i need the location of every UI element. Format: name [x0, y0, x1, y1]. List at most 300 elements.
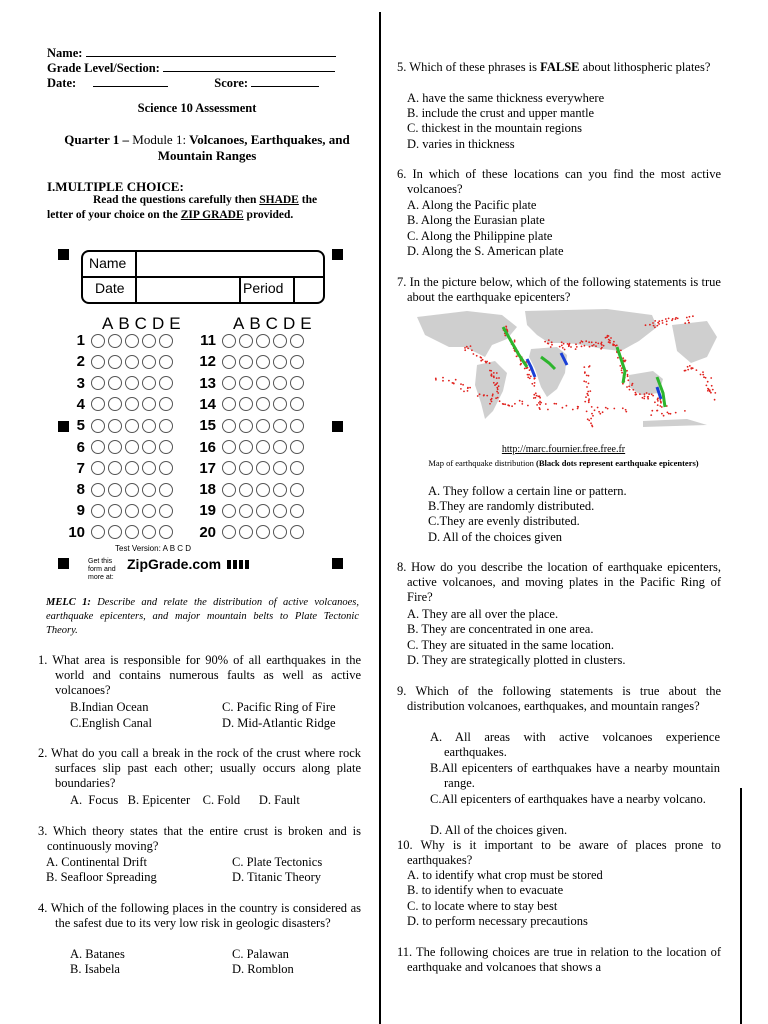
- epicenter-dot: [505, 326, 507, 328]
- answer-bubble[interactable]: [290, 504, 304, 518]
- section-heading: I.MULTIPLE CHOICE:: [47, 179, 184, 194]
- answer-row: [196, 458, 304, 479]
- zipgrade-getform: Get this form and more at:: [88, 558, 116, 581]
- epicenter-dot: [575, 348, 577, 350]
- epicenter-dot: [707, 381, 709, 383]
- answer-bubble[interactable]: [91, 504, 105, 518]
- epicenter-dot: [470, 345, 472, 347]
- answer-bubble[interactable]: [91, 483, 105, 497]
- epicenter-dot: [602, 411, 604, 413]
- q6-option-b: B. Along the Eurasian plate: [407, 213, 545, 227]
- q7-option-a: A. They follow a certain line or pattern.: [428, 484, 627, 498]
- answer-bubble[interactable]: [125, 483, 139, 497]
- epicenter-dot: [533, 385, 535, 387]
- epicenter-dot: [668, 413, 670, 415]
- epicenter-dot: [529, 377, 531, 379]
- q6-option-c: C. Along the Philippine plate: [407, 229, 553, 243]
- epicenter-dot: [607, 408, 609, 410]
- epicenter-dot: [524, 368, 526, 370]
- answer-bubble[interactable]: [239, 397, 253, 411]
- epicenter-dot: [504, 403, 506, 405]
- epicenter-dot: [627, 375, 629, 377]
- answer-bubble[interactable]: [125, 355, 139, 369]
- epicenter-dot: [586, 411, 588, 413]
- answer-bubble[interactable]: [108, 440, 122, 454]
- answer-bubble[interactable]: [142, 525, 156, 539]
- answer-bubble[interactable]: [142, 483, 156, 497]
- epicenter-dot: [627, 379, 629, 381]
- answer-bubble[interactable]: [125, 504, 139, 518]
- answer-bubble[interactable]: [159, 419, 173, 433]
- answer-bubble[interactable]: [273, 355, 287, 369]
- epicenter-dot: [591, 413, 593, 415]
- epicenter-dot: [600, 343, 602, 345]
- answer-bubble[interactable]: [222, 525, 236, 539]
- epicenter-dot: [687, 369, 689, 371]
- zipgrade-name-box: [81, 250, 325, 304]
- answer-row: [65, 373, 173, 394]
- answer-bubble[interactable]: [290, 376, 304, 390]
- q3-option-d: D. Titanic Theory: [232, 870, 322, 884]
- answer-bubble[interactable]: [159, 397, 173, 411]
- answer-bubble[interactable]: [239, 355, 253, 369]
- epicenter-dot: [632, 389, 634, 391]
- answer-bubble[interactable]: [91, 419, 105, 433]
- answer-bubble[interactable]: [290, 334, 304, 348]
- epicenter-dot: [661, 406, 663, 408]
- epicenter-dot: [714, 399, 716, 401]
- epicenter-dot: [610, 337, 612, 339]
- question-8-stem: 8. How do you describe the location of earthquake epicenters, active volcanoes, and moving plates in the Pacific Ring of Fire?: [397, 560, 721, 604]
- answer-bubble[interactable]: [290, 525, 304, 539]
- epicenter-dot: [590, 422, 592, 424]
- answer-bubble[interactable]: [273, 440, 287, 454]
- epicenter-dot: [564, 349, 566, 351]
- epicenter-dot: [652, 322, 654, 324]
- epicenter-dot: [688, 322, 690, 324]
- answer-bubble[interactable]: [256, 334, 270, 348]
- epicenter-dot: [635, 394, 637, 396]
- answer-bubble[interactable]: [91, 461, 105, 475]
- answer-bubble[interactable]: [239, 334, 253, 348]
- module-line-2: Mountain Ranges: [157, 148, 257, 163]
- epicenter-dot: [491, 401, 493, 403]
- epicenter-dot: [538, 407, 540, 409]
- epicenter-dot: [476, 355, 478, 357]
- answer-bubble[interactable]: [142, 334, 156, 348]
- epicenter-dot: [643, 398, 645, 400]
- epicenter-dot: [489, 403, 491, 405]
- epicenter-dot: [587, 418, 589, 420]
- answer-bubble[interactable]: [142, 419, 156, 433]
- epicenter-dot: [605, 407, 607, 409]
- answer-bubble[interactable]: [239, 440, 253, 454]
- epicenter-dot: [654, 320, 656, 322]
- answer-bubble[interactable]: [239, 376, 253, 390]
- epicenter-dot: [588, 375, 590, 377]
- answer-bubble[interactable]: [125, 419, 139, 433]
- answer-row: [65, 500, 173, 521]
- answer-bubble[interactable]: [159, 376, 173, 390]
- answer-bubble[interactable]: [91, 440, 105, 454]
- answer-bubble[interactable]: [91, 376, 105, 390]
- epicenter-dot: [668, 318, 670, 320]
- q1-option-c: C. Pacific Ring of Fire: [222, 700, 336, 714]
- epicenter-dot: [469, 387, 471, 389]
- epicenter-dot: [593, 344, 595, 346]
- answer-bubble[interactable]: [239, 525, 253, 539]
- zipgrade-name-label: Name: [89, 255, 127, 271]
- epicenter-dot: [579, 342, 581, 344]
- epicenter-dot: [581, 340, 583, 342]
- epicenter-dot: [628, 386, 630, 388]
- epicenter-dot: [712, 389, 714, 391]
- answer-number: 15: [199, 417, 216, 435]
- q5-option-a: A. have the same thickness everywhere: [407, 91, 605, 105]
- epicenter-dot: [536, 404, 538, 406]
- answer-number: 16: [199, 438, 216, 456]
- answer-bubble[interactable]: [290, 355, 304, 369]
- epicenter-dot: [486, 361, 488, 363]
- epicenter-dot: [492, 393, 494, 395]
- epicenter-dot: [514, 341, 516, 343]
- epicenter-dot: [435, 378, 437, 380]
- answer-bubble[interactable]: [222, 419, 236, 433]
- answer-number: 1: [76, 332, 85, 349]
- answer-number: 12: [199, 353, 216, 371]
- answer-bubble[interactable]: [159, 504, 173, 518]
- answer-row: [196, 479, 304, 500]
- epicenter-dot: [570, 346, 572, 348]
- epicenter-dot: [677, 318, 679, 320]
- answer-bubble[interactable]: [273, 483, 287, 497]
- answer-bubble[interactable]: [108, 483, 122, 497]
- epicenter-dot: [544, 341, 546, 343]
- epicenter-dot: [499, 400, 501, 402]
- epicenter-dot: [662, 322, 664, 324]
- answer-bubble[interactable]: [239, 504, 253, 518]
- answer-bubble[interactable]: [142, 376, 156, 390]
- answer-bubble[interactable]: [125, 461, 139, 475]
- melc-statement: MELC 1: Describe and relate the distribution of active volcanoes, earthquake epicenters, and major mountain belts to Plate Tectonic Theory.: [46, 597, 359, 636]
- answer-number: 13: [199, 374, 216, 392]
- answer-bubble[interactable]: [256, 461, 270, 475]
- epicenter-dot: [670, 413, 672, 415]
- question-2-stem: 2. What do you call a break in the rock of the crust where rock surfaces slip past each other; usually occurs along plate boundaries?: [38, 746, 361, 790]
- epicenter-dot: [533, 394, 535, 396]
- epicenter-dot: [527, 374, 529, 376]
- epicenter-dot: [657, 400, 659, 402]
- answer-bubble[interactable]: [159, 440, 173, 454]
- question-7-stem: 7. In the picture below, which of the following statements is true about the earthquake epicenters?: [397, 275, 721, 304]
- answer-bubble[interactable]: [222, 483, 236, 497]
- column-divider: [379, 12, 381, 1024]
- zipgrade-checker-mark: [227, 560, 249, 569]
- epicenter-dot: [666, 324, 668, 326]
- epicenter-dot: [588, 401, 590, 403]
- epicenter-dot: [675, 412, 677, 414]
- answer-bubble[interactable]: [222, 440, 236, 454]
- question-4-stem: 4. Which of the following places in the country is considered as the safest due to its very low risk in geologic disasters?: [38, 901, 361, 930]
- epicenter-dot: [493, 382, 495, 384]
- answer-bubble[interactable]: [108, 461, 122, 475]
- epicenter-dot: [486, 395, 488, 397]
- epicenter-dot: [591, 345, 593, 347]
- epicenter-dot: [617, 357, 619, 359]
- epicenter-dot: [631, 384, 633, 386]
- epicenter-dot: [706, 385, 708, 387]
- epicenter-dot: [473, 353, 475, 355]
- answer-bubble[interactable]: [222, 355, 236, 369]
- q7-option-d: D. All of the choices given: [428, 530, 562, 544]
- epicenter-dot: [581, 346, 583, 348]
- epicenter-dot: [588, 400, 590, 402]
- answer-bubble[interactable]: [222, 376, 236, 390]
- answer-bubble[interactable]: [125, 397, 139, 411]
- epicenter-dot: [490, 370, 492, 372]
- epicenter-dot: [645, 324, 647, 326]
- answer-bubble[interactable]: [125, 334, 139, 348]
- answer-bubble[interactable]: [142, 504, 156, 518]
- epicenter-dot: [535, 392, 537, 394]
- answer-row: [196, 373, 304, 394]
- epicenter-dot: [442, 380, 444, 382]
- answer-bubble[interactable]: [256, 355, 270, 369]
- answer-bubble[interactable]: [290, 440, 304, 454]
- answer-bubble[interactable]: [159, 461, 173, 475]
- answer-bubble[interactable]: [273, 397, 287, 411]
- question-9-stem: 9. Which of the following statements is true about the distribution volcanoes, earthquakes, and mountain ranges?: [397, 684, 721, 713]
- epicenter-dot: [598, 411, 600, 413]
- epicenter-dot: [652, 395, 654, 397]
- answer-row: [196, 415, 304, 436]
- q3-option-c: C. Plate Tectonics: [232, 855, 323, 869]
- answer-bubble[interactable]: [142, 397, 156, 411]
- answer-bubble[interactable]: [256, 483, 270, 497]
- q1-option-d: D. Mid-Atlantic Ridge: [222, 716, 336, 730]
- epicenter-dot: [702, 374, 704, 376]
- epicenter-dot: [551, 344, 553, 346]
- answer-bubble[interactable]: [91, 525, 105, 539]
- answer-bubble[interactable]: [273, 504, 287, 518]
- epicenter-dot: [577, 408, 579, 410]
- epicenter-dot: [588, 366, 590, 368]
- epicenter-dot: [639, 393, 641, 395]
- answer-bubble[interactable]: [159, 355, 173, 369]
- epicenter-dot: [539, 404, 541, 406]
- epicenter-dot: [548, 343, 550, 345]
- answer-bubble[interactable]: [91, 397, 105, 411]
- answer-bubble[interactable]: [159, 525, 173, 539]
- date-line: Date: Score:: [47, 75, 319, 91]
- epicenter-dot: [635, 392, 637, 394]
- answer-bubble[interactable]: [222, 397, 236, 411]
- answer-bubble[interactable]: [256, 525, 270, 539]
- test-version: Test Version: A B C D: [115, 544, 192, 553]
- answer-bubble[interactable]: [222, 334, 236, 348]
- epicenter-dot: [496, 391, 498, 393]
- answer-bubble[interactable]: [159, 483, 173, 497]
- epicenter-dot: [467, 390, 469, 392]
- answer-bubble[interactable]: [256, 504, 270, 518]
- answer-row: [65, 458, 173, 479]
- epicenter-dot: [666, 320, 668, 322]
- epicenter-dot: [627, 374, 629, 376]
- answer-bubble[interactable]: [256, 419, 270, 433]
- epicenter-dot: [531, 383, 533, 385]
- epicenter-dot: [464, 349, 466, 351]
- q3-option-b: B. Seafloor Spreading: [46, 870, 157, 884]
- map-caption: Map of earthquake distribution (Black dots represent earthquake epicenters): [428, 458, 699, 468]
- epicenter-dot: [590, 418, 592, 420]
- epicenter-dot: [533, 397, 535, 399]
- answer-bubble[interactable]: [222, 461, 236, 475]
- epicenter-dot: [448, 380, 450, 382]
- epicenter-dot: [516, 356, 518, 358]
- answer-bubble[interactable]: [142, 461, 156, 475]
- epicenter-dot: [586, 375, 588, 377]
- q4-option-a: A. Batanes: [70, 947, 125, 961]
- epicenter-dot: [497, 392, 499, 394]
- epicenter-dot: [568, 345, 570, 347]
- answer-bubble[interactable]: [108, 397, 122, 411]
- epicenter-dot: [592, 415, 594, 417]
- answer-bubble[interactable]: [91, 355, 105, 369]
- epicenter-dot: [684, 410, 686, 412]
- answer-bubble[interactable]: [91, 334, 105, 348]
- epicenter-dot: [485, 361, 487, 363]
- answer-bubble[interactable]: [142, 440, 156, 454]
- epicenter-dot: [587, 394, 589, 396]
- epicenter-dot: [653, 325, 655, 327]
- answer-bubble[interactable]: [256, 440, 270, 454]
- epicenter-dot: [703, 376, 705, 378]
- question-5-stem: 5. Which of these phrases is FALSE about lithospheric plates?: [397, 60, 711, 74]
- epicenter-dot: [591, 406, 593, 408]
- answer-row: [65, 394, 173, 415]
- answer-row: [196, 330, 304, 351]
- epicenter-dot: [603, 345, 605, 347]
- epicenter-dot: [520, 363, 522, 365]
- epicenter-dot: [661, 320, 663, 322]
- answer-bubble[interactable]: [290, 461, 304, 475]
- question-10-stem: 10. Why is it important to be aware of places prone to earthquakes?: [397, 838, 721, 867]
- q5-option-d: D. varies in thickness: [407, 137, 515, 151]
- answer-bubble[interactable]: [273, 461, 287, 475]
- epicenter-dot: [496, 387, 498, 389]
- epicenter-dot: [625, 409, 627, 411]
- answer-bubble[interactable]: [273, 376, 287, 390]
- page-title: Science 10 Assessment: [137, 101, 257, 115]
- epicenter-dot: [689, 365, 691, 367]
- epicenter-dot: [563, 343, 565, 345]
- q8-option-d: D. They are strategically plotted in clusters.: [407, 653, 626, 667]
- epicenter-dot: [620, 350, 622, 352]
- epicenter-dot: [597, 407, 599, 409]
- answer-bubble[interactable]: [108, 504, 122, 518]
- answer-bubble[interactable]: [256, 397, 270, 411]
- epicenter-dot: [654, 326, 656, 328]
- answer-bubble[interactable]: [273, 525, 287, 539]
- answer-bubble[interactable]: [222, 504, 236, 518]
- epicenter-dot: [644, 393, 646, 395]
- epicenter-dot: [589, 346, 591, 348]
- epicenter-dot: [583, 366, 585, 368]
- epicenter-dot: [663, 415, 665, 417]
- zipgrade-period-label: Period: [243, 280, 284, 296]
- letters-header-left: ABCDE: [102, 314, 186, 333]
- answer-bubble[interactable]: [125, 376, 139, 390]
- epicenter-dot: [455, 379, 457, 381]
- q3-option-a: A. Continental Drift: [46, 855, 148, 869]
- q7-option-b: B.They are randomly distributed.: [428, 499, 595, 513]
- q2-options: A. Focus B. Epicenter C. Fold D. Fault: [70, 793, 300, 807]
- epicenter-dot: [696, 369, 698, 371]
- epicenter-dot: [555, 403, 557, 405]
- answer-bubble[interactable]: [239, 419, 253, 433]
- corner-mark: [332, 558, 343, 569]
- epicenter-dot: [648, 393, 650, 395]
- answer-bubble[interactable]: [108, 355, 122, 369]
- q10-option-a: A. to identify what crop must be stored: [407, 868, 603, 882]
- answer-bubble[interactable]: [290, 397, 304, 411]
- answer-bubble[interactable]: [256, 376, 270, 390]
- epicenter-dot: [529, 369, 531, 371]
- answer-bubble[interactable]: [273, 419, 287, 433]
- letters-header-right: ABCDE: [233, 314, 317, 333]
- epicenter-dot: [644, 395, 646, 397]
- answer-bubble[interactable]: [125, 440, 139, 454]
- answer-bubble[interactable]: [125, 525, 139, 539]
- epicenter-dot: [619, 365, 621, 367]
- epicenter-dot: [651, 393, 653, 395]
- answer-number: 20: [199, 523, 216, 541]
- epicenter-dot: [613, 341, 615, 343]
- epicenter-dot: [665, 318, 667, 320]
- answer-bubble[interactable]: [159, 334, 173, 348]
- answer-bubble[interactable]: [239, 461, 253, 475]
- epicenter-dot: [585, 381, 587, 383]
- answer-bubble[interactable]: [239, 483, 253, 497]
- epicenter-dot: [561, 345, 563, 347]
- epicenter-dot: [642, 397, 644, 399]
- answer-bubble[interactable]: [108, 376, 122, 390]
- q10-option-d: D. to perform necessary precautions: [407, 914, 588, 928]
- answer-bubble[interactable]: [108, 525, 122, 539]
- epicenter-dot: [559, 346, 561, 348]
- epicenter-dot: [493, 377, 495, 379]
- answer-bubble[interactable]: [142, 355, 156, 369]
- answer-bubble[interactable]: [108, 334, 122, 348]
- answer-bubble[interactable]: [290, 419, 304, 433]
- epicenter-dot: [588, 383, 590, 385]
- epicenter-dot: [705, 377, 707, 379]
- epicenter-dot: [659, 405, 661, 407]
- answer-bubble[interactable]: [108, 419, 122, 433]
- epicenter-dot: [583, 380, 585, 382]
- epicenter-dot: [548, 339, 550, 341]
- answer-bubble[interactable]: [290, 483, 304, 497]
- epicenter-dot: [691, 367, 693, 369]
- epicenter-dot: [551, 341, 553, 343]
- answer-row: [65, 351, 173, 372]
- epicenter-dot: [661, 413, 663, 415]
- q8-option-a: A. They are all over the place.: [407, 607, 559, 621]
- epicenter-dot: [687, 320, 689, 322]
- epicenter-dot: [453, 383, 455, 385]
- epicenter-dot: [490, 399, 492, 401]
- answer-bubble[interactable]: [273, 334, 287, 348]
